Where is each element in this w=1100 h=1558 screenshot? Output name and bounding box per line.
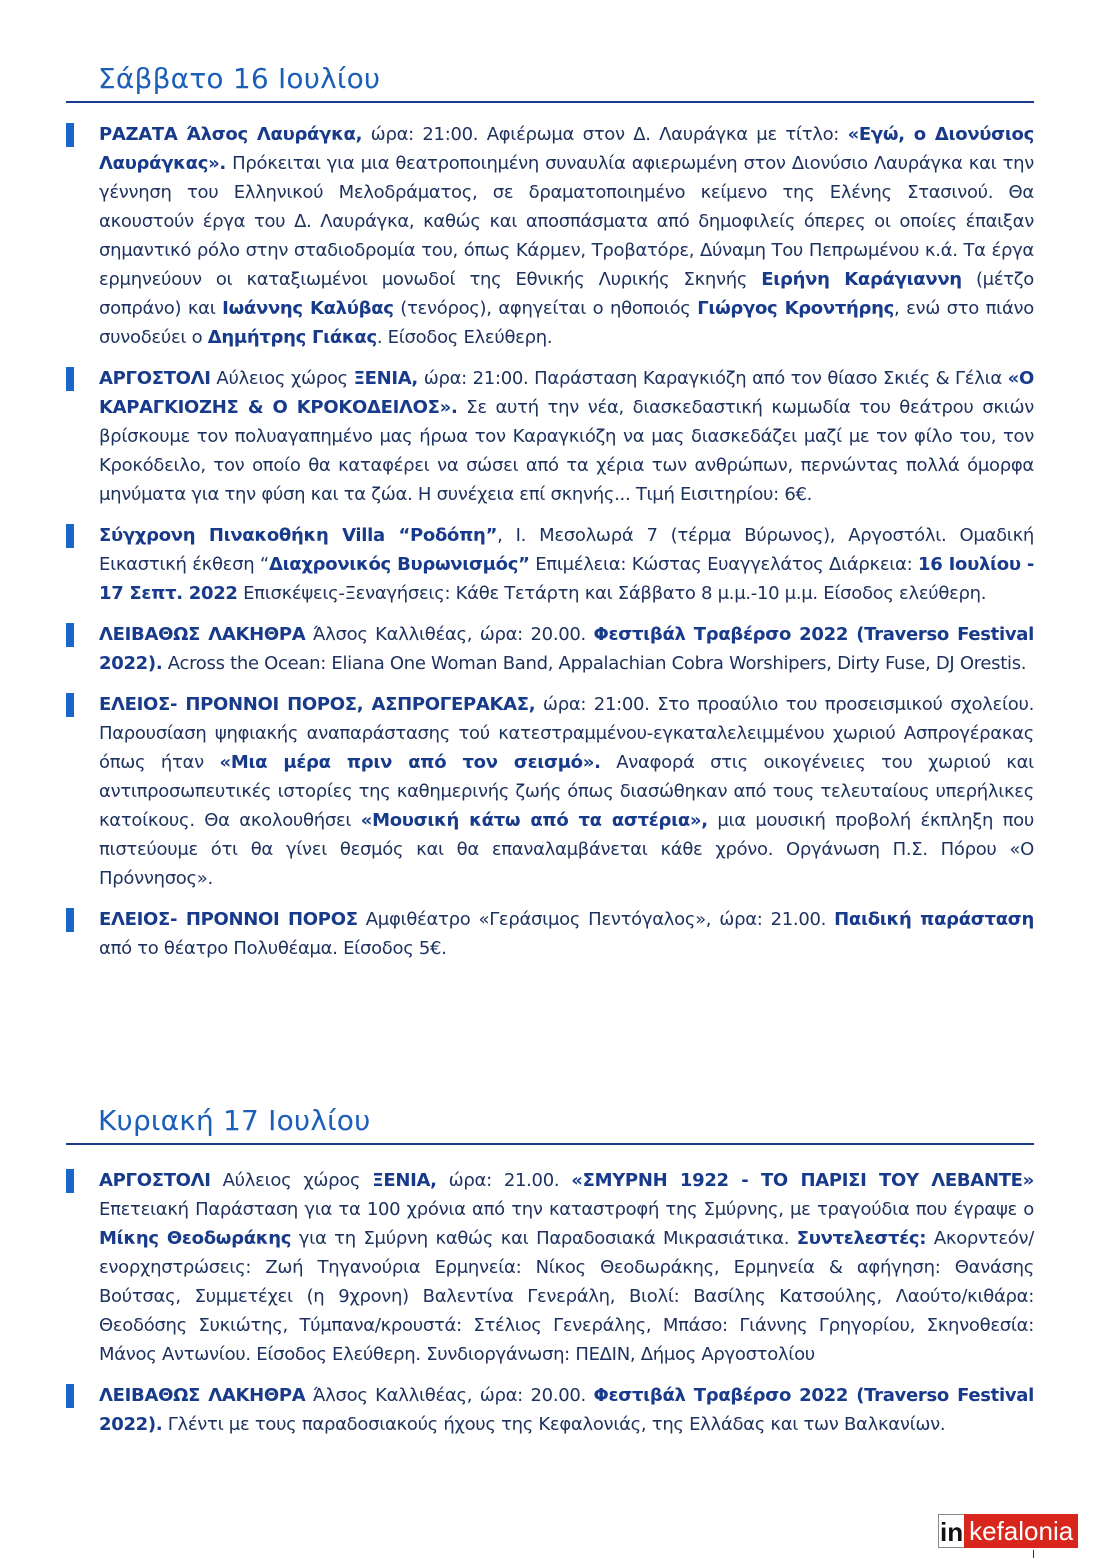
- event-text-run: Ακορντεόν/ενορχηστρώσεις: Ζωή Τηγανούρια Ερμηνεία: Νίκος Θεοδωράκης, Ερμηνεία & αφήγηση: Θανάσης Βούτσας, Συμμετέχει (η 9χρονη) Βαλεντίνα Γενεράλη, Βιολί: Βασίλης Κατσούλης, Λαούτο/κιθάρα: Θεοδόσης Συκιώτης, Τύμπανα/κρουστά: Στέλιος Γενεράλης, Μπάσο: Γιάννης Γρηγορίου, Σκηνοθεσία: Μάνος Αντωνίου. Είσοδος Ελεύθερη. Συνδιοργάνωση: ΠΕΔΙΝ, Δήμος Αργοστολίου: [99, 1228, 1034, 1365]
- event-text: [99, 364, 1034, 509]
- event-highlight: «Εγώ, ο Διονύσιος Λαυράγκας».: [99, 124, 1034, 174]
- event-text: [99, 521, 1034, 608]
- event-text-run: , Ι. Μεσολωρά 7 (τέρμα Βύρωνος), Αργοστόλι. Ομαδική Εικαστική έκθεση “: [99, 525, 1034, 575]
- event-text-run: (μέτζο σοπράνο) και: [99, 269, 1034, 319]
- event-text-run: Άλσος Καλλιθέας, ώρα: 20.00.: [305, 624, 594, 645]
- event-highlight: ΕΛΕΙΟΣ- ΠΡΟΝΝΟΙ ΠΟΡΟΣ, ΑΣΠΡΟΓΕΡΑΚΑΣ,: [99, 694, 536, 715]
- event-bullet-bar: [66, 1169, 74, 1193]
- event-highlight: ΕΛΕΙΟΣ- ΠΡΟΝΝΟΙ ΠΟΡΟΣ: [99, 909, 358, 930]
- event-bullet-bar: [66, 367, 74, 391]
- event-list-sunday: [66, 1166, 1034, 1451]
- event-text: [99, 1166, 1034, 1369]
- event-text-run: Γλέντι με τους παραδοσιακούς ήχους της Κεφαλονιάς, της Ελλάδας και των Βαλκανίων.: [162, 1414, 946, 1435]
- event-text-run: (τενόρος), αφηγείται ο ηθοποιός: [393, 298, 698, 319]
- event-entry: [66, 905, 1034, 963]
- event-text-run: , ενώ στο πιάνο συνοδεύει ο: [99, 298, 1035, 348]
- event-text-run: Αναφορά στις οικογένειες του χωριού και αντιπροσωπευτικές ιστορίες της καθημερινής ζωής όπως διασώθηκαν από τους τελευταίους υπερήλικες κατοίκους. Θα ακολουθήσει: [99, 752, 1034, 831]
- event-text: [99, 620, 1034, 678]
- event-text-run: Πρόκειται για μια θεατροποιημένη συναυλία αφιερωμένη στον Διονύσιο Λαυράγκα και την γέννηση του Ελληνικού Μελοδράματος, σε δραματοποιημένο κείμενο της Ελένης Στασινού. Θα ακουστούν έργα του Δ. Λαυράγκα, καθώς και αποσπάσματα από δημοφιλείς όπερες οι οποίες έπαιξαν σημαντικό ρόλο στην σταδιοδρομία του, όπως Κάρμεν, Τροβατόρε, Δύναμη Του Πεπρωμένου κ.ά. Τα έργα ερμηνεύουν οι καταξιωμένοι μονωδοί της Εθνικής Λυρικής Σκηνής: [99, 153, 1034, 290]
- event-text-run: Άλσος Καλλιθέας, ώρα: 20.00.: [305, 1385, 594, 1406]
- event-text-run: Επετειακή Παράσταση για τα 100 χρόνια από την καταστροφή της Σμύρνης, με τραγούδια που έγραψε ο: [99, 1199, 1034, 1220]
- event-list-saturday: [66, 120, 1034, 975]
- event-highlight: Φεστιβάλ Τραβέρσο 2022 (Traverso Festival 2022).: [99, 624, 1034, 674]
- event-highlight: ΑΡΓΟΣΤΟΛΙ: [99, 1170, 211, 1191]
- event-highlight: Ιωάννης Καλύβας: [222, 298, 394, 319]
- event-text-run: Αύλειος χώρος: [210, 1170, 373, 1191]
- event-text-run: μια μουσική προβολή έκπληξη που πιστεύουμε ότι θα γίνει θεσμός και θα επαναλαμβάνεται κάθε χρόνο. Οργάνωση Π.Σ. Πόρου «Ο Πρόννησος».: [99, 810, 1035, 889]
- event-text-run: από το θέατρο Πολυθέαμα. Είσοδος 5€.: [99, 938, 447, 959]
- event-highlight: Ειρήνη Καράγιαννη: [761, 269, 962, 290]
- logo-in: in: [938, 1514, 964, 1548]
- event-bullet-bar: [66, 908, 74, 932]
- event-highlight: ΞΕΝΙΑ,: [353, 368, 418, 389]
- event-highlight: Δημήτρης Γιάκας: [207, 327, 377, 348]
- event-text-run: . Είσοδος Ελεύθερη.: [376, 327, 553, 348]
- event-text-run: ώρα: 21:00. Στο προαύλιο του προσεισμικού σχολείου. Παρουσίαση ψηφιακής αναπαράστασης τού κατεστραμμένου-εγκαταλελειμμένου χωριού Ασπρογέρακας όπως ήταν: [99, 694, 1034, 773]
- event-text-run: Επιμέλεια: Κώστας Ευαγγελάτος Διάρκεια:: [529, 554, 919, 575]
- event-highlight: ΛΕΙΒΑΘΩΣ ΛΑΚΗΘΡΑ: [99, 1385, 306, 1406]
- event-highlight: ΞΕΝΙΑ,: [372, 1170, 437, 1191]
- day-heading-saturday: Σάββατο 16 Ιουλίου: [66, 62, 1034, 103]
- event-text-run: Across the Ocean: Eliana One Woman Band, Appalachian Cobra Worshipers, Dirty Fuse, DJ Orestis.: [162, 653, 1027, 674]
- event-bullet-bar: [66, 123, 74, 147]
- event-highlight: Μίκης Θεοδωράκης: [99, 1228, 292, 1249]
- event-highlight: Παιδική παράσταση: [834, 909, 1034, 930]
- event-text: [99, 1381, 1034, 1439]
- event-text-run: ώρα: 21:00. Παράσταση Καραγκιόζη από τον θίασο Σκιές & Γέλια: [417, 368, 1008, 389]
- event-highlight: 16 Ιουλίου - 17 Σεπτ. 2022: [99, 554, 1035, 604]
- event-text: [99, 120, 1034, 352]
- day-heading-sunday: Κυριακή 17 Ιουλίου: [66, 1104, 1034, 1145]
- event-highlight: ΑΡΓΟΣΤΟΛΙ: [99, 368, 211, 389]
- event-highlight: Διαχρονικός Βυρωνισμός”: [268, 554, 530, 575]
- logo-kefalonia: kefalonia: [964, 1514, 1078, 1548]
- event-text-run: για τη Σμύρνη καθώς και Παραδοσιακά Μικρασιάτικα.: [291, 1228, 797, 1249]
- event-entry: [66, 620, 1034, 678]
- event-highlight: Συντελεστές:: [796, 1228, 927, 1249]
- event-entry: [66, 120, 1034, 352]
- event-text: [99, 690, 1034, 893]
- event-entry: [66, 521, 1034, 608]
- event-bullet-bar: [66, 623, 74, 647]
- event-entry: [66, 364, 1034, 509]
- event-entry: [66, 1381, 1034, 1439]
- event-text-run: Επισκέψεις-Ξεναγήσεις: Κάθε Τετάρτη και Σάββατο 8 μ.μ.-10 μ.μ. Είσοδος ελεύθερη.: [237, 583, 987, 604]
- event-text: [99, 905, 1034, 963]
- event-bullet-bar: [66, 1384, 74, 1408]
- event-highlight: ΡΑΖΑΤΑ Άλσος Λαυράγκα,: [99, 124, 363, 145]
- event-highlight: «ΣΜΥΡΝΗ 1922 - ΤΟ ΠΑΡΙΣΙ ΤΟΥ ΛΕΒΑΝΤΕ»: [571, 1170, 1035, 1191]
- event-text-run: ώρα: 21.00.: [436, 1170, 572, 1191]
- event-entry: [66, 1166, 1034, 1369]
- event-highlight: ΛΕΙΒΑΘΩΣ ΛΑΚΗΘΡΑ: [99, 624, 306, 645]
- event-highlight: Φεστιβάλ Τραβέρσο 2022 (Traverso Festival 2022).: [99, 1385, 1034, 1435]
- event-bullet-bar: [66, 693, 74, 717]
- event-text-run: Σε αυτή την νέα, διασκεδαστική κωμωδία του θεάτρου σκιών βρίσκουμε τον πολυαγαπημένο μας ήρωα τον Καραγκιόζη να μας διασκεδάζει μαζί με τον φίλο του, τον Κροκόδειλο, τον οποίο θα καταφέρει να σώσει από τα χέρια των ανθρώπων, περνώντας πολλά όμορφα μηνύματα για την φύση και τα ζώα. Η συνέχεια επί σκηνής... Τιμή Εισιτηρίου: 6€.: [99, 397, 1034, 505]
- event-highlight: «Μια μέρα πριν από τον σεισμό».: [219, 752, 601, 773]
- event-text-run: Αμφιθέατρο «Γεράσιμος Πεντόγαλος», ώρα: 21.00.: [357, 909, 835, 930]
- event-text-run: Αύλειος χώρος: [210, 368, 354, 389]
- event-text-run: ώρα: 21:00. Αφιέρωμα στον Δ. Λαυράγκα με τίτλο:: [362, 124, 848, 145]
- inkefalonia-logo: [938, 1514, 1078, 1548]
- event-highlight: Γιώργος Κροντήρης: [697, 298, 895, 319]
- event-bullet-bar: [66, 524, 74, 548]
- event-entry: [66, 690, 1034, 893]
- event-highlight: Σύγχρονη Πινακοθήκη Villa “Ροδόπη”: [99, 525, 498, 546]
- page-corner-mark: [1033, 1550, 1034, 1558]
- event-highlight: «Ο ΚΑΡΑΓΚΙΟΖΗΣ & Ο ΚΡΟΚΟΔΕΙΛΟΣ».: [99, 368, 1034, 418]
- event-highlight: «Μουσική κάτω από τα αστέρια»,: [360, 810, 708, 831]
